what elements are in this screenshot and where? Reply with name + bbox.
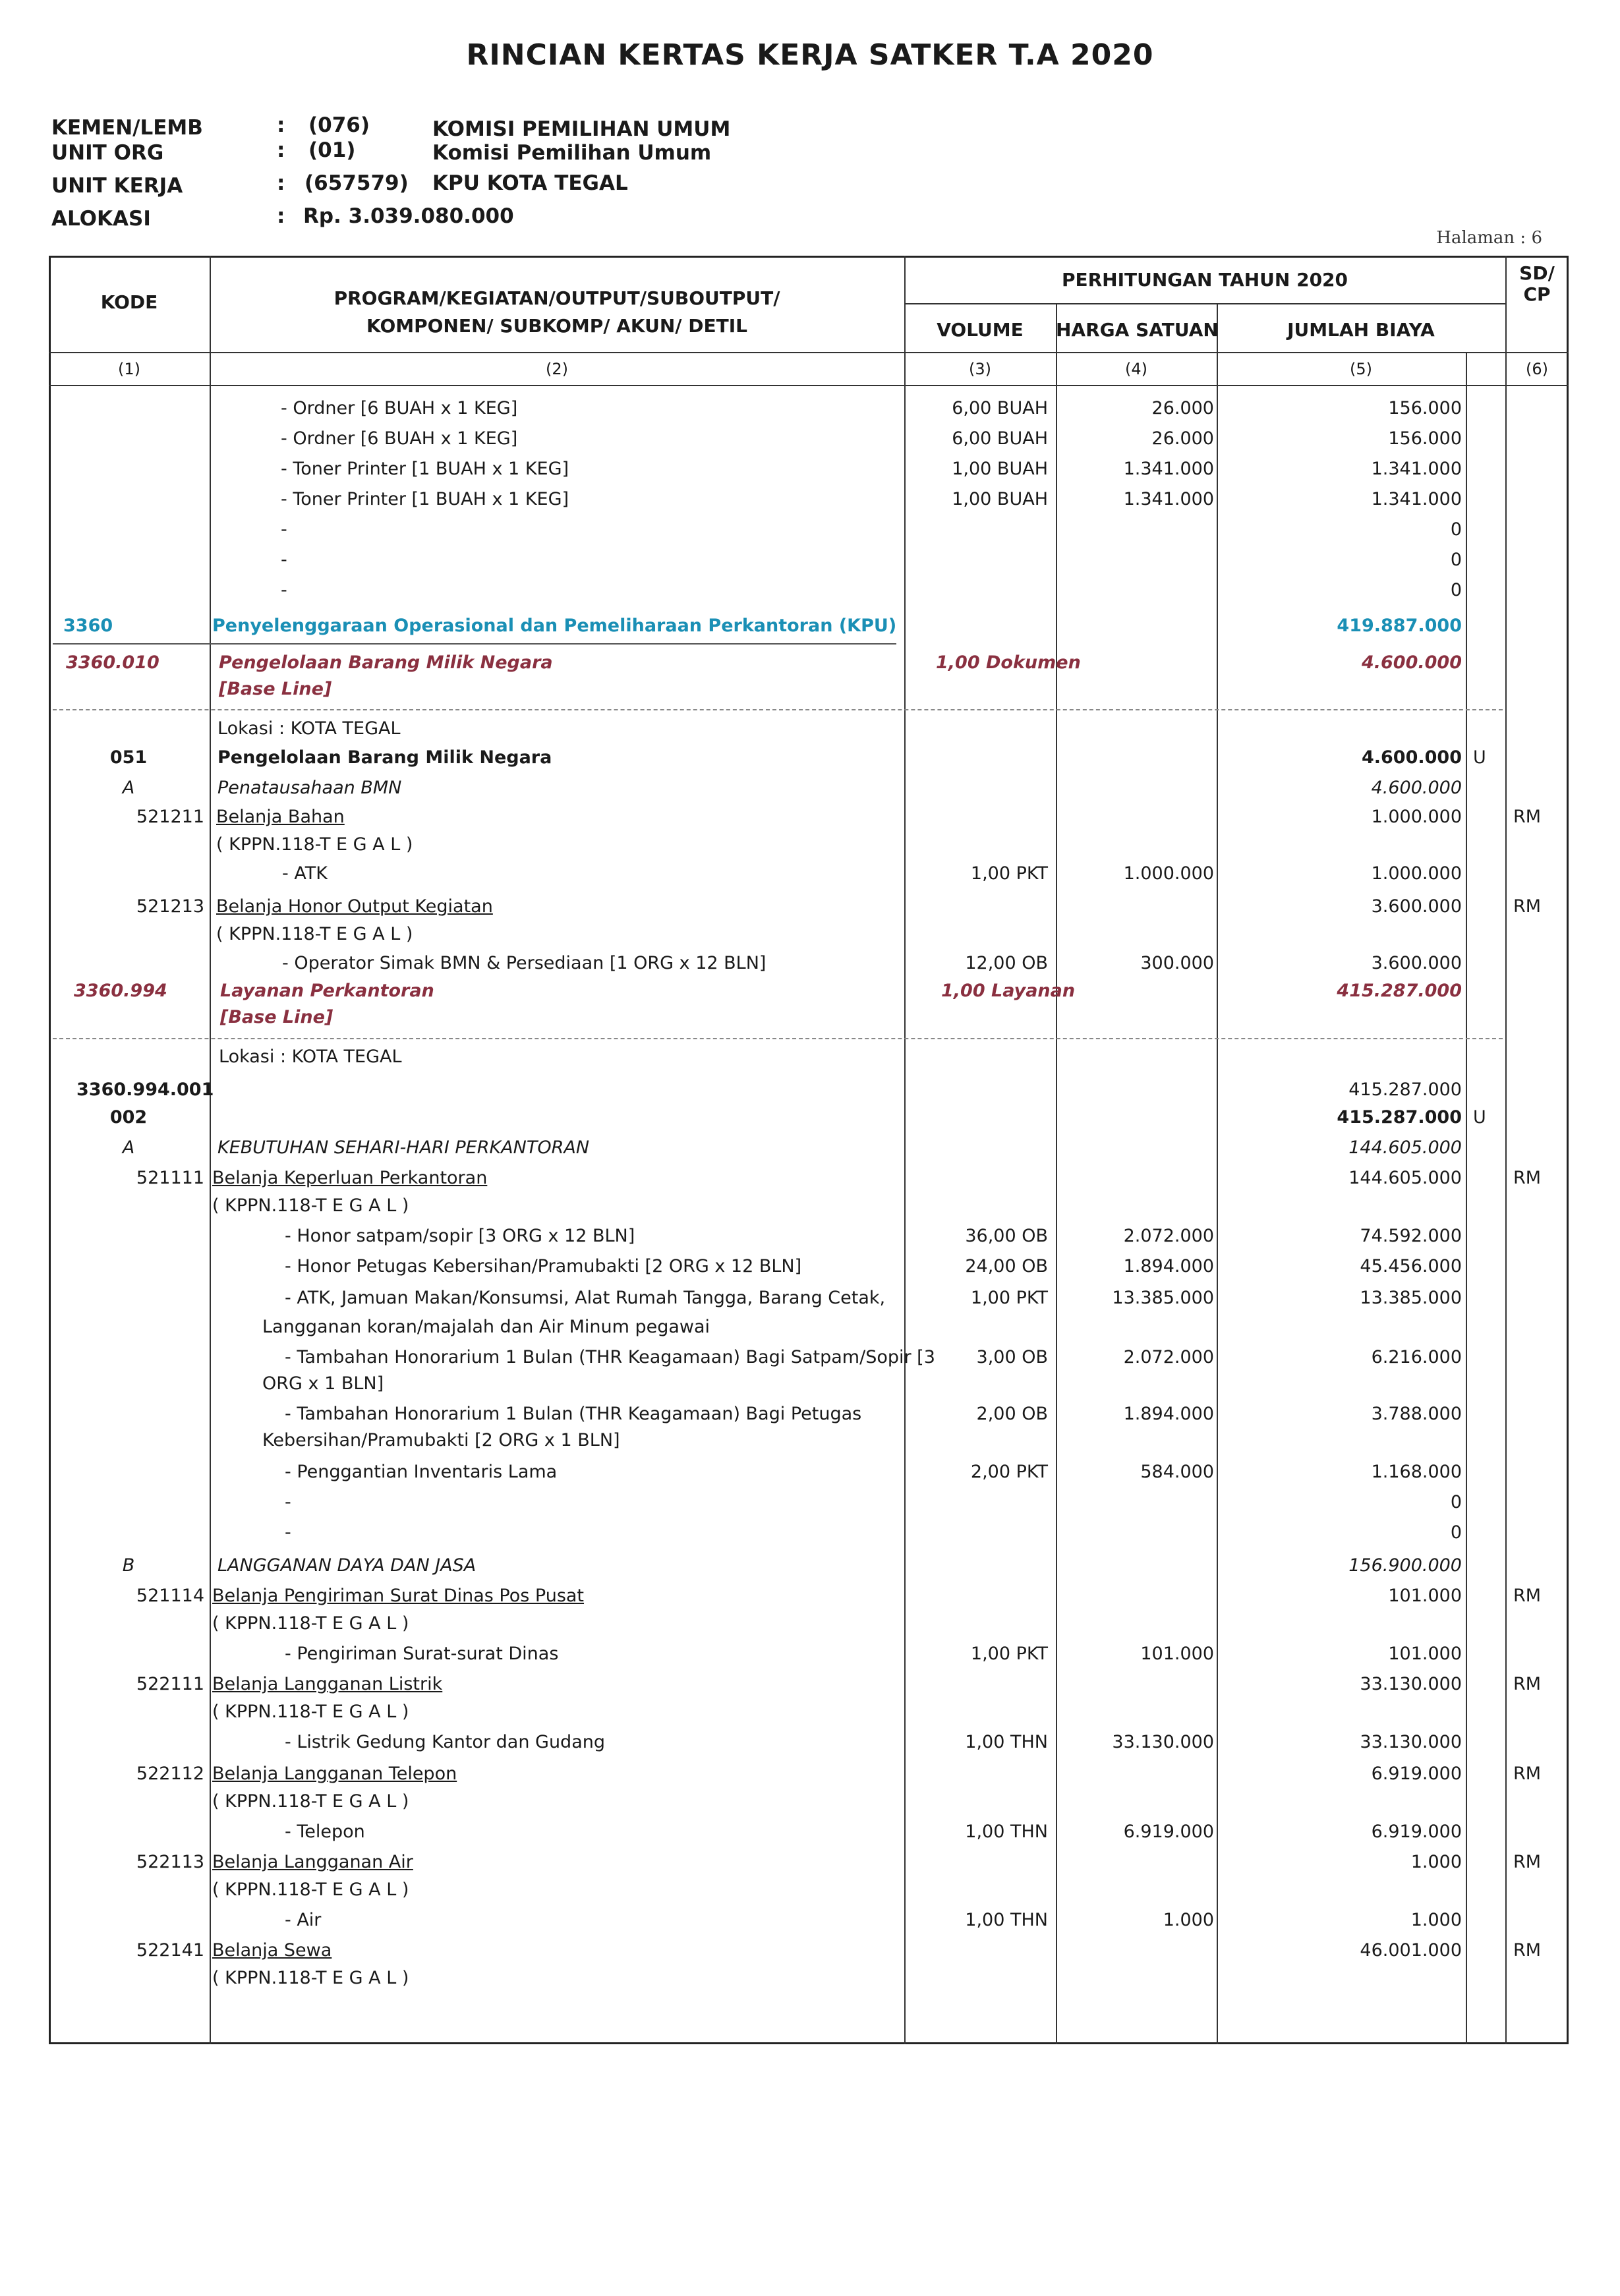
row-program: - Toner Printer [1 BUAH x 1 KEG] [281, 459, 569, 479]
row-harga: 2.072.000 [1123, 1347, 1214, 1367]
row-program: Penatausahaan BMN [217, 778, 402, 798]
colnum-1: (1) [118, 360, 140, 378]
table-row [0, 456, 1620, 482]
unit-org-label: UNIT ORG [51, 141, 164, 165]
row-harga: 6.919.000 [1123, 1822, 1214, 1842]
table-row [0, 676, 1620, 703]
perhitungan-underline [904, 303, 1505, 304]
row-program: - [281, 550, 287, 570]
row-jumlah: 0 [1450, 580, 1462, 600]
row-program: - Tambahan Honorarium 1 Bulan (THR Keagamaan) Bagi Satpam/Sopir [3 [285, 1347, 935, 1367]
table-row [0, 1105, 1620, 1131]
table-row [0, 1671, 1620, 1698]
row-harga: 33.130.000 [1112, 1732, 1214, 1752]
row-program: LANGGANAN DAYA DAN JASA [217, 1555, 477, 1576]
row-program: ( KPPN.118-T E G A L ) [216, 924, 413, 944]
row-jumlah: 415.287.000 [1337, 1107, 1462, 1128]
row-jumlah: 6.919.000 [1371, 1822, 1462, 1842]
colnum-5: (5) [1350, 360, 1372, 378]
row-jumlah: 156.000 [1388, 428, 1462, 449]
table-row [0, 1285, 1620, 1311]
row-program: Pengelolaan Barang Milik Negara [219, 652, 553, 673]
row-jumlah: 1.168.000 [1371, 1462, 1462, 1482]
row-program: - Honor Petugas Kebersihan/Pramubakti [2 ORG x 12 BLN] [285, 1256, 802, 1277]
table-row [0, 1371, 1620, 1397]
row-jumlah: 13.385.000 [1360, 1288, 1462, 1308]
th-sdcp-line2: CP [1523, 283, 1551, 305]
row-kode: B [122, 1555, 135, 1576]
row-jumlah: 156.900.000 [1348, 1555, 1462, 1576]
row-sdcp: RM [1513, 1940, 1542, 1961]
row-jumlah: 3.788.000 [1371, 1404, 1462, 1424]
row-harga: 1.894.000 [1123, 1404, 1214, 1424]
row-program: - [281, 580, 287, 600]
table-row [0, 716, 1620, 742]
kemen-colon: : [277, 113, 285, 137]
table-row [0, 577, 1620, 604]
row-jumlah: 156.000 [1388, 398, 1462, 418]
row-jumlah: 33.130.000 [1360, 1674, 1462, 1694]
table-row [0, 547, 1620, 573]
th-kode: KODE [100, 291, 158, 313]
row-jumlah: 101.000 [1388, 1586, 1462, 1606]
row-kode: A [122, 778, 135, 798]
row-kode: 522112 [136, 1764, 204, 1784]
colnum-2: (2) [546, 360, 568, 378]
table-row [0, 1819, 1620, 1845]
table-row [0, 1965, 1620, 1992]
row-volume: 1,00 PKT [970, 863, 1048, 884]
row-harga: 26.000 [1151, 428, 1214, 449]
row-program: - Penggantian Inventaris Lama [285, 1462, 558, 1482]
row-sdcp: RM [1513, 1852, 1542, 1872]
row-kode: 002 [109, 1107, 148, 1128]
th-volume: VOLUME [937, 319, 1024, 341]
row-harga: 1.341.000 [1123, 459, 1214, 479]
kemen-label: KEMEN/LEMB [51, 116, 203, 140]
table-row [0, 1789, 1620, 1815]
kemen-code: (076) [308, 113, 370, 137]
row-harga: 13.385.000 [1112, 1288, 1214, 1308]
table-row-kegiatan [0, 650, 1620, 676]
table-row [0, 832, 1620, 858]
row-volume: 6,00 BUAH [952, 398, 1048, 418]
table-row [0, 1611, 1620, 1637]
table-row [0, 1641, 1620, 1667]
alokasi-label: ALOKASI [51, 207, 151, 231]
table-row [0, 426, 1620, 452]
row-volume: 3,00 OB [976, 1347, 1048, 1367]
table-row [0, 894, 1620, 920]
row-harga: 1.894.000 [1123, 1256, 1214, 1277]
table-row [0, 1729, 1620, 1756]
unit-org-name: Komisi Pemilihan Umum [432, 141, 712, 165]
row-program: [Base Line] [220, 1007, 333, 1027]
row-kode: 522113 [136, 1852, 204, 1872]
row-program: Belanja Pengiriman Surat Dinas Pos Pusat [212, 1586, 585, 1606]
row-program: - ATK, Jamuan Makan/Konsumsi, Alat Rumah Tangga, Barang Cetak, [285, 1288, 886, 1308]
row-program: KEBUTUHAN SEHARI-HARI PERKANTORAN [217, 1137, 590, 1158]
row-harga: 584.000 [1140, 1462, 1214, 1482]
table-row [0, 517, 1620, 543]
table-row [0, 861, 1620, 887]
table-row-program [0, 613, 1620, 639]
row-program: ( KPPN.118-T E G A L ) [212, 1880, 409, 1900]
table-row [0, 1077, 1620, 1103]
row-program: ( KPPN.118-T E G A L ) [212, 1791, 409, 1812]
row-volume: 1,00 THN [965, 1732, 1048, 1752]
row-program: [Base Line] [219, 679, 332, 699]
table-row [0, 1401, 1620, 1427]
row-volume: 1,00 BUAH [952, 459, 1048, 479]
colnum-4: (4) [1125, 360, 1147, 378]
row-program: Belanja Honor Output Kegiatan [216, 896, 493, 917]
row-volume: 6,00 BUAH [952, 428, 1048, 449]
table-row [0, 745, 1620, 771]
row-program: - [285, 1522, 291, 1543]
table-row [0, 1044, 1620, 1070]
row-jumlah: 3.600.000 [1371, 953, 1462, 973]
table-row [0, 1344, 1620, 1371]
table-row [0, 1761, 1620, 1787]
table-row [0, 804, 1620, 830]
row-program: - ATK [282, 863, 328, 884]
table-row [0, 486, 1620, 513]
row-volume: 36,00 OB [965, 1226, 1048, 1246]
row-program: Lokasi : KOTA TEGAL [219, 1047, 402, 1067]
table-row [0, 1553, 1620, 1579]
colnum-bottom-line [49, 385, 1569, 386]
kegiatan-separator-1 [53, 709, 1503, 710]
table-row [0, 1004, 1620, 1031]
table-row [0, 1135, 1620, 1161]
row-program: - Air [285, 1910, 322, 1930]
row-jumlah: 0 [1450, 1492, 1462, 1512]
row-volume: 2,00 OB [976, 1404, 1048, 1424]
row-program: - Listrik Gedung Kantor dan Gudang [285, 1732, 605, 1752]
table-row [0, 1907, 1620, 1934]
table-row [0, 1489, 1620, 1516]
row-program: - Ordner [6 BUAH x 1 KEG] [281, 398, 518, 418]
row-program: - Toner Printer [1 BUAH x 1 KEG] [281, 489, 569, 509]
row-volume: 1,00 Dokumen [936, 652, 1081, 673]
row-jumlah: 101.000 [1388, 1644, 1462, 1664]
unit-kerja-name: KPU KOTA TEGAL [432, 171, 628, 195]
row-kode: 521211 [136, 807, 204, 827]
row-sdcp: RM [1513, 1168, 1542, 1188]
row-u: U [1473, 747, 1486, 768]
row-program: - Tambahan Honorarium 1 Bulan (THR Keagamaan) Bagi Petugas [285, 1404, 862, 1424]
row-jumlah: 3.600.000 [1371, 896, 1462, 917]
th-perhitungan: PERHITUNGAN TAHUN 2020 [1061, 269, 1348, 291]
table-row [0, 1223, 1620, 1249]
row-jumlah: 0 [1450, 519, 1462, 540]
row-kode: 3360.994 [74, 981, 167, 1001]
row-kode: 521213 [136, 896, 204, 917]
row-program: Lokasi : KOTA TEGAL [217, 718, 401, 739]
row-volume: 1,00 PKT [970, 1288, 1048, 1308]
row-sdcp: RM [1513, 807, 1542, 827]
th-sdcp-line1: SD/ [1519, 262, 1555, 284]
row-jumlah: 1.341.000 [1371, 459, 1462, 479]
row-volume: 1,00 BUAH [952, 489, 1048, 509]
row-program: Belanja Keperluan Perkantoran [212, 1168, 488, 1188]
row-volume: 1,00 Layanan [941, 981, 1076, 1001]
row-jumlah: 4.600.000 [1371, 778, 1462, 798]
row-u: U [1473, 1107, 1486, 1128]
row-jumlah: 144.605.000 [1348, 1168, 1462, 1188]
table-row [0, 395, 1620, 422]
table-row [0, 950, 1620, 977]
row-jumlah: 1.000.000 [1371, 807, 1462, 827]
row-kode: 3360.010 [66, 652, 159, 673]
row-program: - [281, 519, 287, 540]
row-program: Langganan koran/majalah dan Air Minum pegawai [262, 1317, 710, 1337]
row-program: ORG x 1 BLN] [262, 1373, 384, 1394]
program-separator [53, 643, 896, 645]
row-sdcp: RM [1513, 1764, 1542, 1784]
kegiatan-separator-2 [53, 1038, 1503, 1039]
row-jumlah: 6.919.000 [1371, 1764, 1462, 1784]
table-row [0, 1520, 1620, 1546]
row-program: Belanja Bahan [216, 807, 345, 827]
row-sdcp: RM [1513, 1586, 1542, 1606]
row-jumlah: 4.600.000 [1361, 652, 1462, 673]
row-kode: 3360.994.001 [76, 1079, 214, 1100]
row-jumlah: 415.287.000 [1337, 981, 1462, 1001]
row-harga: 1.000.000 [1123, 863, 1214, 884]
table-row-kegiatan [0, 978, 1620, 1004]
row-jumlah: 1.000.000 [1371, 863, 1462, 884]
row-kode: 522141 [136, 1940, 204, 1961]
row-kode: 522111 [136, 1674, 204, 1694]
header-bottom-line [49, 352, 1569, 353]
table-row [0, 1937, 1620, 1964]
row-jumlah: 144.605.000 [1348, 1137, 1462, 1158]
table-row [0, 1583, 1620, 1609]
row-jumlah: 4.600.000 [1361, 747, 1462, 768]
table-row [0, 1699, 1620, 1725]
row-kode: 521111 [136, 1168, 204, 1188]
row-jumlah: 419.887.000 [1337, 616, 1462, 636]
unit-org-colon: : [277, 138, 285, 162]
row-jumlah: 1.000 [1410, 1852, 1462, 1872]
row-program: - Ordner [6 BUAH x 1 KEG] [281, 428, 518, 449]
row-program: - Telepon [285, 1822, 365, 1842]
row-jumlah: 415.287.000 [1348, 1079, 1462, 1100]
row-program: ( KPPN.118-T E G A L ) [216, 834, 413, 855]
row-program: - [285, 1492, 291, 1512]
table-row [0, 1877, 1620, 1903]
row-kode: 3360 [63, 616, 113, 636]
alokasi-colon: : [277, 204, 285, 228]
th-program-line2: KOMPONEN/ SUBKOMP/ AKUN/ DETIL [366, 315, 747, 337]
row-program: Belanja Langganan Telepon [212, 1764, 457, 1784]
row-jumlah: 6.216.000 [1371, 1347, 1462, 1367]
row-volume: 1,00 THN [965, 1822, 1048, 1842]
row-volume: 1,00 PKT [970, 1644, 1048, 1664]
row-volume: 1,00 THN [965, 1910, 1048, 1930]
row-kode: 051 [109, 747, 148, 768]
row-jumlah: 1.341.000 [1371, 489, 1462, 509]
document-title: RINCIAN KERTAS KERJA SATKER T.A 2020 [466, 38, 1154, 72]
row-jumlah: 0 [1450, 550, 1462, 570]
row-program: Belanja Langganan Listrik [212, 1674, 443, 1694]
row-program: ( KPPN.118-T E G A L ) [212, 1968, 409, 1988]
row-jumlah: 1.000 [1410, 1910, 1462, 1930]
alokasi-value: Rp. 3.039.080.000 [303, 204, 514, 228]
unit-kerja-code: (657579) [304, 171, 409, 195]
row-kode: A [122, 1137, 135, 1158]
row-jumlah: 45.456.000 [1360, 1256, 1462, 1277]
row-jumlah: 0 [1450, 1522, 1462, 1543]
th-jumlah-biaya: JUMLAH BIAYA [1287, 319, 1435, 341]
row-program: - Operator Simak BMN & Persediaan [1 ORG x 12 BLN] [282, 953, 767, 973]
row-harga: 300.000 [1140, 953, 1214, 973]
row-sdcp: RM [1513, 896, 1542, 917]
row-harga: 1.341.000 [1123, 489, 1214, 509]
row-harga: 101.000 [1140, 1644, 1214, 1664]
table-row [0, 1314, 1620, 1340]
row-program: ( KPPN.118-T E G A L ) [212, 1613, 409, 1634]
table-row [0, 921, 1620, 948]
table-row [0, 1459, 1620, 1485]
table-row [0, 1165, 1620, 1191]
th-harga-satuan: HARGA SATUAN [1056, 319, 1219, 341]
unit-kerja-colon: : [277, 171, 285, 195]
page-number: Halaman : 6 [1436, 228, 1542, 248]
row-program: ( KPPN.118-T E G A L ) [212, 1702, 409, 1722]
table-row [0, 1193, 1620, 1219]
table-row [0, 775, 1620, 801]
row-harga: 2.072.000 [1123, 1226, 1214, 1246]
row-program: Pengelolaan Barang Milik Negara [217, 747, 552, 768]
row-program: ( KPPN.118-T E G A L ) [212, 1195, 409, 1216]
kemen-name: KOMISI PEMILIHAN UMUM [432, 117, 731, 141]
row-jumlah: 74.592.000 [1360, 1226, 1462, 1246]
row-sdcp: RM [1513, 1674, 1542, 1694]
table-row [0, 1849, 1620, 1876]
unit-org-code: (01) [308, 138, 356, 162]
th-program-line1: PROGRAM/KEGIATAN/OUTPUT/SUBOUTPUT/ [333, 287, 780, 309]
row-harga: 26.000 [1151, 398, 1214, 418]
unit-kerja-label: UNIT KERJA [51, 174, 183, 198]
row-jumlah: 33.130.000 [1360, 1732, 1462, 1752]
row-jumlah: 46.001.000 [1360, 1940, 1462, 1961]
colnum-6: (6) [1526, 360, 1548, 378]
row-volume: 12,00 OB [965, 953, 1048, 973]
row-program: Kebersihan/Pramubakti [2 ORG x 1 BLN] [262, 1430, 620, 1450]
row-program: Belanja Langganan Air [212, 1852, 413, 1872]
row-volume: 2,00 PKT [970, 1462, 1048, 1482]
row-program: Layanan Perkantoran [220, 981, 434, 1001]
table-row [0, 1253, 1620, 1280]
row-kode: 521114 [136, 1586, 204, 1606]
row-program: Belanja Sewa [212, 1940, 332, 1961]
row-program: - Pengiriman Surat-surat Dinas [285, 1644, 559, 1664]
row-volume: 24,00 OB [965, 1256, 1048, 1277]
colnum-3: (3) [969, 360, 991, 378]
row-harga: 1.000 [1163, 1910, 1214, 1930]
row-program: Penyelenggaraan Operasional dan Pemeliharaan Perkantoran (KPU) [212, 616, 897, 636]
row-program: - Honor satpam/sopir [3 ORG x 12 BLN] [285, 1226, 635, 1246]
table-row [0, 1427, 1620, 1454]
